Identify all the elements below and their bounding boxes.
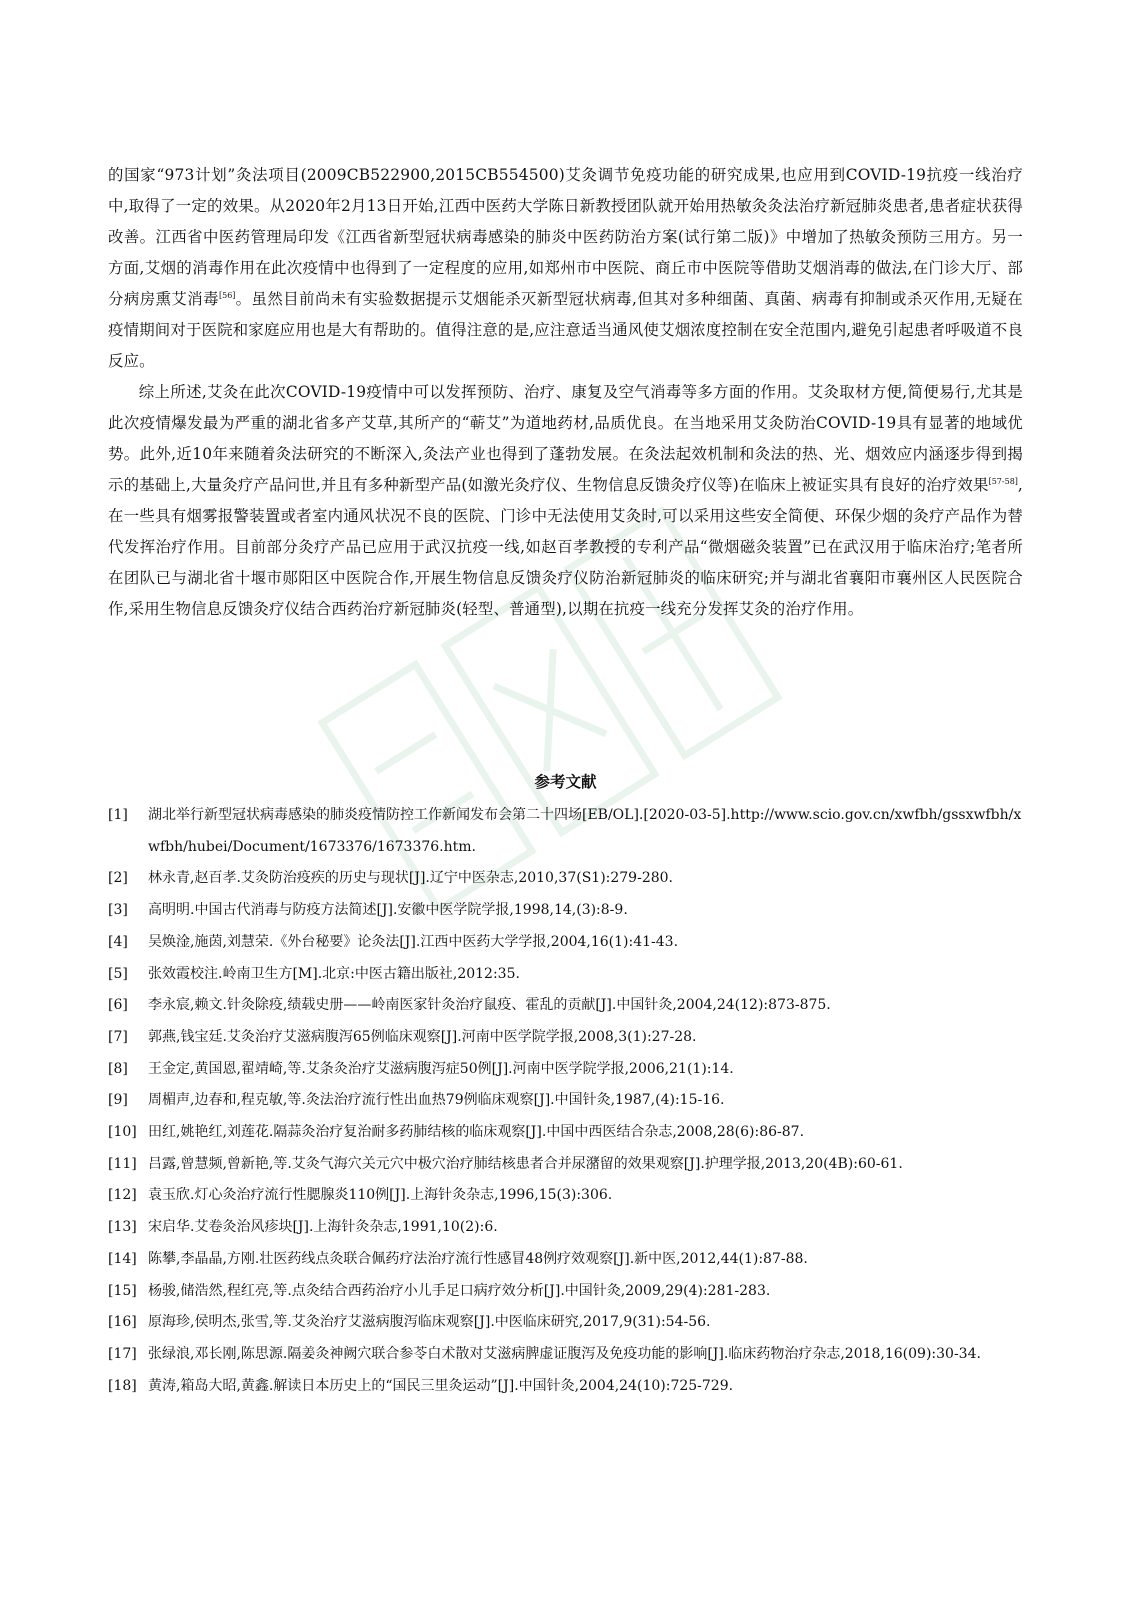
reference-item (108, 959, 1023, 991)
reference-text: 李永宸,赖文.针灸除疫,绩载史册——岭南医家针灸治疗鼠疫、霍乱的贡献[J].中国针灸,2004,24(12):873-875. (148, 997, 831, 1014)
reference-text: 吕露,曾慧频,曾新艳,等.艾灸气海穴关元穴中极穴治疗肺结核患者合并尿潴留的效果观察[J].护理学报,2013,20(4B):60-61. (148, 1155, 903, 1172)
reference-number: [10] (108, 1124, 137, 1141)
reference-number: [14] (108, 1250, 137, 1267)
reference-text: 宋启华.艾卷灸治风疹块[J].上海针灸杂志,1991,10(2):6. (148, 1219, 498, 1236)
paragraph-2-text-b: ,在一些具有烟雾报警装置或者室内通风状况不良的医院、门诊中无法使用艾灸时,可以采用这些安全简便、环保少烟的灸疗产品作为替代发挥治疗作用。目前部分灸疗产品已应用于武汉抗疫一线,如赵百孝教授的专利产品“微烟磁灸装置”已在武汉用于临床治疗;笔者所在团队已与湖北省十堰市郧阳区中医院合作,开展生物信息反馈灸疗仪防治新冠肺炎的临床研究;并与湖北省襄阳市襄州区人民医院合作,采用生物信息反馈灸疗仪结合西药治疗新冠肺炎(轻型、普通型),以期在抗疫一线充分发挥艾灸的治疗作用。 (108, 476, 1023, 618)
reference-text: 王金定,黄国恩,翟靖崎,等.艾条灸治疗艾滋病腹泻症50例[J].河南中医学院学报,2006,21(1):14. (148, 1060, 734, 1077)
reference-number: [7] (108, 1028, 128, 1045)
reference-text: 湖北举行新型冠状病毒感染的肺炎疫情防控工作新闻发布会第二十四场[EB/OL].[2020-03-5].http://www.scio.gov.cn/xwfbh/gssxwfbh/xwfbh/hubei/Document/1673376/1673376.htm. (148, 807, 1022, 855)
reference-text: 杨骏,储浩然,程红亮,等.点灸结合西药治疗小儿手足口病疗效分析[J].中国针灸,2009,29(4):281-283. (148, 1282, 771, 1299)
reference-text: 张绿浪,邓长刚,陈思源.隔姜灸神阙穴联合参苓白术散对艾滋病脾虚证腹泻及免疫功能的影响[J].临床药物治疗杂志,2018,16(09):30-34. (148, 1345, 981, 1362)
reference-number: [16] (108, 1314, 137, 1331)
paragraph-2-text-a: 综上所述,艾灸在此次COVID-19疫情中可以发挥预防、治疗、康复及空气消毒等多方面的作用。艾灸取材方便,简便易行,尤其是此次疫情爆发最为严重的湖北省多产艾草,其所产的“蕲艾”为道地药材,品质优良。在当地采用艾灸防治COVID-19具有显著的地域优势。此外,近10年来随着灸法研究的不断深入,灸法产业也得到了蓬勃发展。在灸法起效机制和灸法的热、光、烟效应内涵逐步得到揭示的基础上,大量灸疗产品问世,并且有多种新型产品(如激光灸疗仪、生物信息反馈灸疗仪等)在临床上被证实具有良好的治疗效果 (108, 383, 1023, 494)
reference-number: [15] (108, 1282, 137, 1299)
body-text (108, 160, 1023, 625)
reference-item (108, 927, 1023, 959)
reference-number: [18] (108, 1377, 137, 1394)
reference-number: [3] (108, 902, 128, 919)
reference-item (108, 1276, 1023, 1308)
reference-number: [4] (108, 933, 128, 950)
reference-text: 张效霞校注.岭南卫生方[M].北京:中医古籍出版社,2012:35. (148, 965, 520, 982)
reference-text: 吴焕淦,施茵,刘慧荣.《外台秘要》论灸法[J].江西中医药大学学报,2004,16(1):41-43. (148, 933, 679, 950)
reference-number: [8] (108, 1060, 128, 1077)
reference-item (108, 1212, 1023, 1244)
reference-item (108, 895, 1023, 927)
reference-text: 高明明.中国古代消毒与防疫方法简述[J].安徽中医学院学报,1998,14,(3):8-9. (148, 902, 628, 919)
reference-item (108, 1339, 1023, 1371)
reference-item (108, 1085, 1023, 1117)
reference-number: [11] (108, 1155, 137, 1172)
reference-item (108, 863, 1023, 895)
reference-number: [17] (108, 1345, 137, 1362)
reference-text: 林永青,赵百孝.艾灸防治疫疾的历史与现状[J].辽宁中医杂志,2010,37(S1):279-280. (148, 870, 673, 887)
reference-text: 周楣声,边春和,程克敏,等.灸法治疗流行性出血热79例临床观察[J].中国针灸,1987,(4):15-16. (148, 1092, 725, 1109)
reference-item (108, 990, 1023, 1022)
reference-number: [9] (108, 1092, 128, 1109)
references-heading: 参考文献 (534, 773, 597, 791)
reference-text: 原海珍,侯明杰,张雪,等.艾灸治疗艾滋病腹泻临床观察[J].中医临床研究,2017,9(31):54-56. (148, 1314, 711, 1331)
reference-number: [6] (108, 997, 128, 1014)
reference-text: 陈攀,李晶晶,方刚.壮医药线点灸联合佩药疗法治疗流行性感冒48例疗效观察[J].新中医,2012,44(1):87-88. (148, 1250, 808, 1267)
reference-number: [2] (108, 870, 128, 887)
citation-marker: [56] (218, 291, 236, 300)
reference-text: 黄涛,箱岛大昭,黄鑫.解读日本历史上的“国民三里灸运动”[J].中国针灸,2004,24(10):725-729. (148, 1377, 734, 1394)
reference-item (108, 1371, 1023, 1403)
reference-number: [1] (108, 807, 128, 823)
reference-number: [5] (108, 965, 128, 982)
reference-text: 田红,姚艳红,刘莲花.隔蒜灸治疗复治耐多药肺结核的临床观察[J].中国中西医结合杂志,2008,28(6):86-87. (148, 1124, 805, 1141)
paragraph-1-text-a: 的国家“973计划”灸法项目(2009CB522900,2015CB554500)艾灸调节免疫功能的研究成果,也应用到COVID-19抗疫一线治疗中,取得了一定的效果。从2020年2月13日开始,江西中医药大学陈日新教授团队就开始用热敏灸灸法治疗新冠肺炎患者,患者症状获得改善。江西省中医药管理局印发《江西省新型冠状病毒感染的肺炎中医药防治方案(试行第二版)》中增加了热敏灸预防三用方。另一方面,艾烟的消毒作用在此次疫情中也得到了一定程度的应用,如郑州市中医院、商丘市中医院等借助艾烟消毒的做法,在门诊大厅、部分病房熏艾消毒 (108, 166, 1023, 308)
reference-item (108, 1022, 1023, 1054)
citation-marker: [57-58] (988, 477, 1018, 486)
reference-text: 郭燕,钱宝廷.艾灸治疗艾滋病腹泻65例临床观察[J].河南中医学院学报,2008,3(1):27-28. (148, 1028, 697, 1045)
reference-item (108, 1307, 1023, 1339)
reference-item (108, 1149, 1023, 1181)
paragraph-1-text-b: 。虽然目前尚未有实验数据提示艾烟能杀灭新型冠状病毒,但其对多种细菌、真菌、病毒有抑制或杀灭作用,无疑在疫情期间对于医院和家庭应用也是大有帮助的。值得注意的是,应注意适当通风使艾烟浓度控制在安全范围内,避免引起患者呼吸道不良反应。 (108, 290, 1023, 370)
references-list (108, 800, 1023, 1402)
reference-item (108, 1054, 1023, 1086)
reference-item (108, 800, 1023, 863)
paragraph-1 (108, 160, 1023, 377)
reference-number: [12] (108, 1187, 137, 1204)
reference-item (108, 1180, 1023, 1212)
reference-item (108, 1244, 1023, 1276)
reference-item (108, 1117, 1023, 1149)
reference-number: [13] (108, 1219, 137, 1236)
reference-text: 袁玉欣.灯心灸治疗流行性腮腺炎110例[J].上海针灸杂志,1996,15(3):306. (148, 1187, 613, 1204)
paragraph-2 (108, 377, 1023, 625)
